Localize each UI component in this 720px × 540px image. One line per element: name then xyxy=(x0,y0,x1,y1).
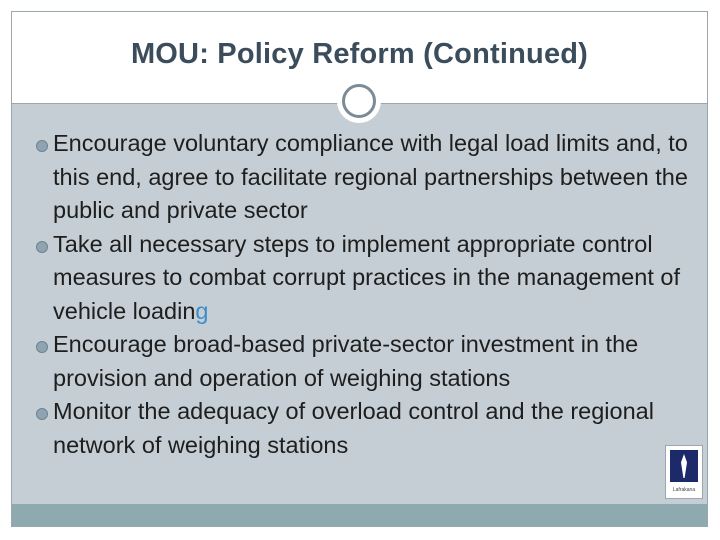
bullet-dot-icon xyxy=(36,140,48,152)
ring-icon xyxy=(342,84,376,118)
bullet-list xyxy=(34,127,694,462)
logo-mark xyxy=(670,450,698,482)
bullet-dot-icon xyxy=(36,408,48,420)
logo-caption: Lafrakana xyxy=(672,487,696,493)
footer-bar xyxy=(12,504,707,526)
bullet-text: Take all necessary steps to implement appropriate control measures to combat corrupt practices in the management of vehicle loadin xyxy=(53,230,680,324)
circle-ornament-icon xyxy=(337,79,381,123)
slide xyxy=(11,11,708,527)
pen-nib-logo-icon xyxy=(665,445,703,499)
bullet-dot-icon xyxy=(36,341,48,353)
nib-icon xyxy=(681,454,687,478)
bullet-text: Encourage broad-based private-sector investment in the provision and operation of weighing stations xyxy=(53,331,639,391)
bullet-item-2 xyxy=(34,228,694,329)
bullet-text: Monitor the adequacy of overload control and the regional network of weighing stations xyxy=(53,398,654,458)
slide-title: MOU: Policy Reform (Continued) xyxy=(130,38,589,70)
hyperlink-fragment[interactable]: g xyxy=(195,297,209,324)
bullet-item-1 xyxy=(34,127,694,228)
bullet-item-3 xyxy=(34,328,694,395)
bullet-item-4 xyxy=(34,395,694,462)
bullet-text: Encourage voluntary compliance with legal load limits and, to this end, agree to facilitate regional partnerships between the public and private sector xyxy=(53,130,688,223)
bullet-dot-icon xyxy=(36,241,48,253)
